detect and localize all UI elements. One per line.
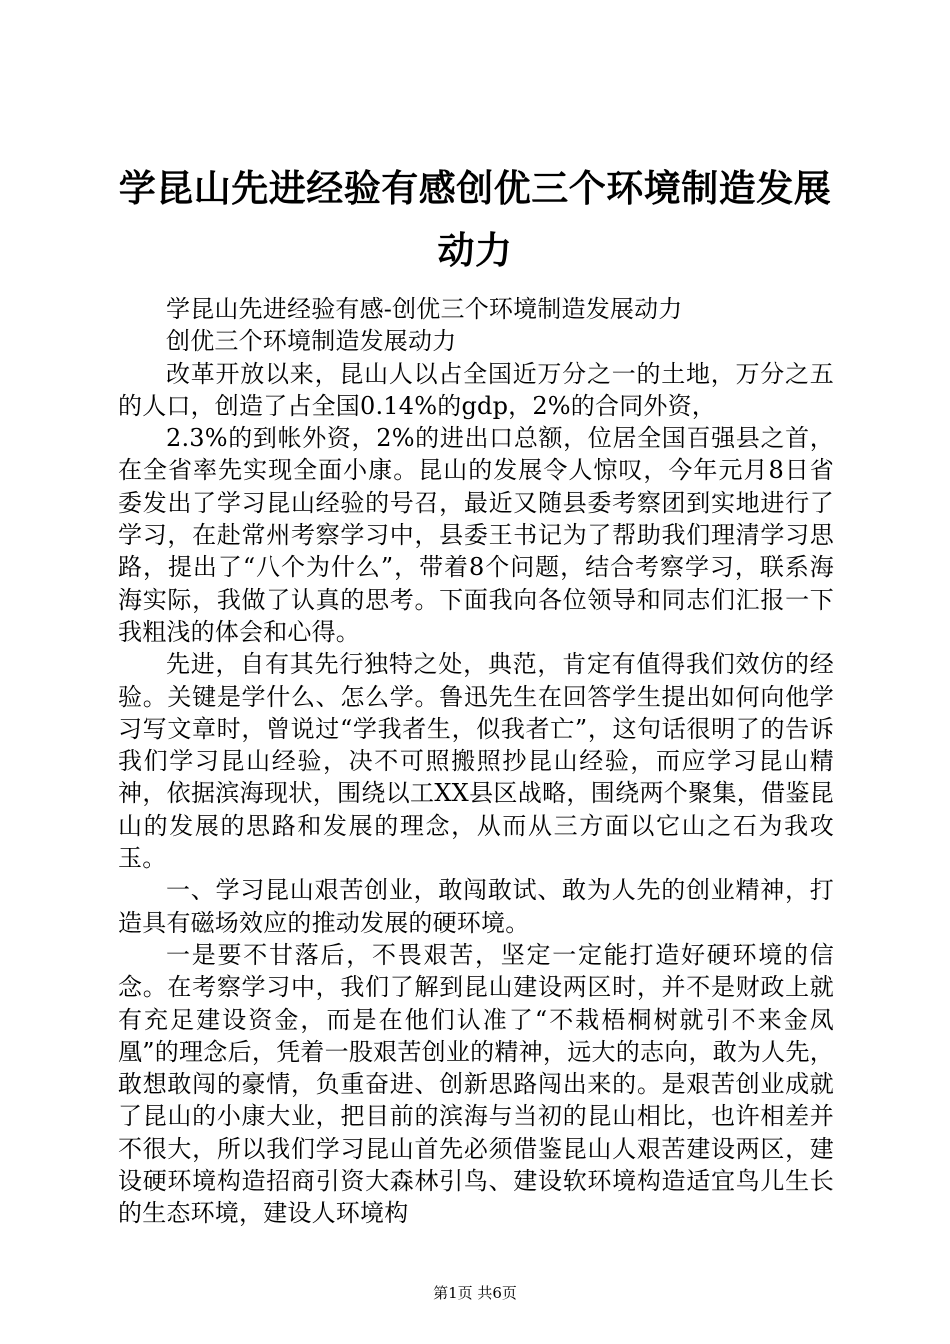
paragraph-heading: 创优三个环境制造发展动力 (166, 327, 457, 356)
page-number-footer: 第1页 共6页 (433, 1284, 517, 1302)
paragraph-subtitle: 学昆山先进经验有感-创优三个环境制造发展动力 (166, 295, 683, 323)
paragraph: 2.3%的到帐外资，2%的进出口总额，位居全国百强县之首，在全省率先实现全面小康。昆山的发展令人惊叹，今年元月8日省委发出了学习昆山经验的号召，最近又随县委考察团到实地进行了学习，在赴常州考察学习中，县委王书记为了帮助我们理清学习思路，提出了“八个为什么”，带着8个问题，结合考察学习，联系海海实际，我做了认真的思考。下面我向各位领导和同志们汇报一下我粗浅的体会和心得。 (118, 424, 834, 646)
document-title: 学昆山先进经验有感创优三个环境制造发展动力 (118, 167, 832, 272)
paragraph: 先进，自有其先行独特之处，典范，肯定有值得我们效仿的经验。关键是学什么、怎么学。鲁迅先生在回答学生提出如何向他学习写文章时，曾说过“学我者生，似我者亡”，这句话很明了的告诉我们学习昆山经验，决不可照搬照抄昆山经验，而应学习昆山精神，依据滨海现状，围绕以工XX县区战略，围绕两个聚集，借鉴昆山的发展的思路和发展的理念，从而从三方面以它山之石为我攻玉。 (118, 650, 834, 873)
paragraph: 一是要不甘落后，不畏艰苦，坚定一定能打造好硬环境的信念。在考察学习中，我们了解到昆山建设两区时，并不是财政上就有充足建设资金，而是在他们认准了“不栽梧桐树就引不来金凤凰”的理念后，凭着一股艰苦创业的精神，远大的志向，敢为人先，敢想敢闯的豪情，负重奋进、创新思路闯出来的。是艰苦创业成就了昆山的小康大业，把目前的滨海与当初的昆山相比，也许相差并不很大，所以我们学习昆山首先必须借鉴昆山人艰苦建设两区，建设硬环境构造招商引资大森林引鸟、建设软环境构造适宜鸟儿生长的生态环境，建设人环境构 (118, 940, 834, 1228)
paragraph: 改革开放以来，昆山人以占全国近万分之一的土地，万分之五的人口，创造了占全国0.14%的gdp，2%的合同外资， (118, 359, 834, 420)
document-body (118, 293, 834, 1230)
paragraph-section-heading: 一、学习昆山艰苦创业，敢闯敢试、敢为人先的创业精神，打造具有磁场效应的推动发展的硬环境。 (118, 876, 834, 937)
